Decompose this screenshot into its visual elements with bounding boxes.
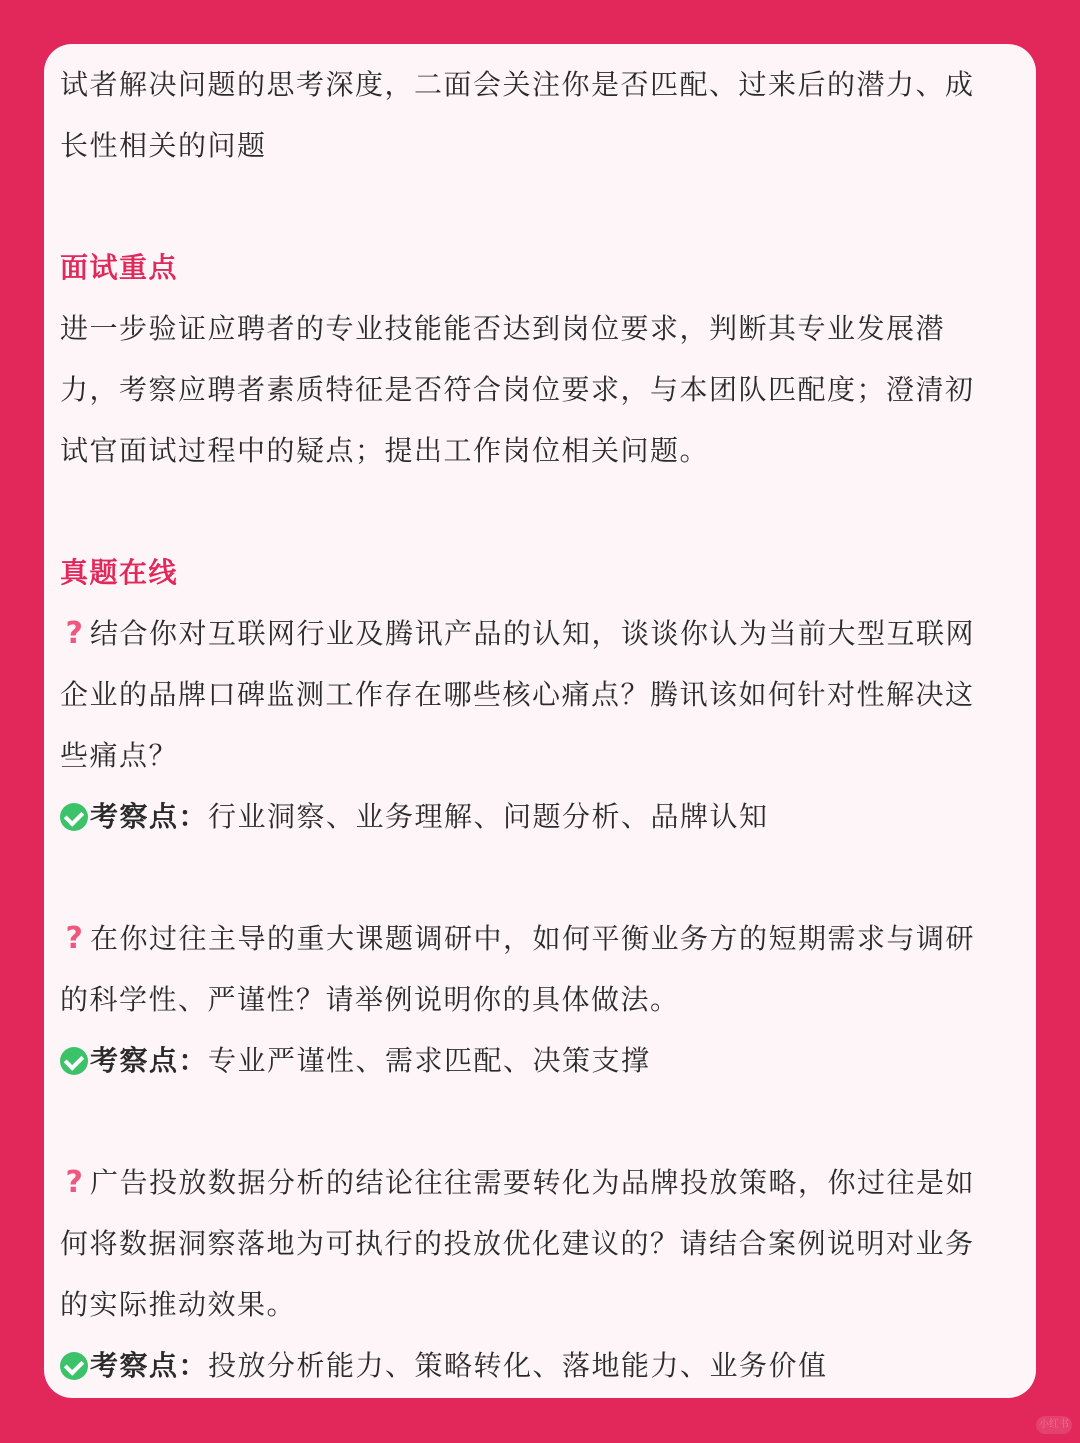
question-text: 广告投放数据分析的结论往往需要转化为品牌投放策略，你过往是如 bbox=[90, 1166, 976, 1199]
intro-line: 试者解决问题的思考深度，二面会关注你是否匹配、过来后的潜力、成 bbox=[60, 68, 975, 101]
question-item bbox=[60, 908, 1020, 1091]
focus-line: 进一步验证应聘者的专业技能能否达到岗位要求，判断其专业发展潜 bbox=[60, 312, 946, 345]
focus-line: 力，考察应聘者素质特征是否符合岗位要求，与本团队匹配度；澄清初 bbox=[60, 373, 975, 406]
intro-line: 长性相关的问题 bbox=[60, 129, 267, 162]
focus-line: 试官面试过程中的疑点；提出工作岗位相关问题。 bbox=[60, 434, 710, 467]
check-label: 考察点： bbox=[90, 1044, 209, 1077]
question-mark-icon: ? bbox=[65, 921, 85, 956]
watermark-logo: 小红书 bbox=[1036, 1416, 1072, 1434]
question-text: 何将数据洞察落地为可执行的投放优化建议的？请结合案例说明对业务 bbox=[60, 1227, 975, 1260]
check-points: 行业洞察、业务理解、问题分析、品牌认知 bbox=[208, 800, 769, 833]
check-circle-icon bbox=[60, 1352, 88, 1380]
question-text: 的实际推动效果。 bbox=[60, 1288, 297, 1321]
section-heading-questions: 真题在线 bbox=[60, 556, 179, 589]
section-heading-focus: 面试重点 bbox=[60, 251, 179, 284]
question-text: 企业的品牌口碑监测工作存在哪些核心痛点？腾讯该如何针对性解决这 bbox=[60, 678, 975, 711]
check-label: 考察点： bbox=[90, 1349, 209, 1382]
question-text: 在你过往主导的重大课题调研中，如何平衡业务方的短期需求与调研 bbox=[90, 922, 976, 955]
question-text: 结合你对互联网行业及腾讯产品的认知，谈谈你认为当前大型互联网 bbox=[90, 617, 976, 650]
check-circle-icon bbox=[60, 1047, 88, 1075]
check-points: 投放分析能力、策略转化、落地能力、业务价值 bbox=[208, 1349, 828, 1382]
question-text: 些痛点？ bbox=[60, 739, 179, 772]
check-points: 专业严谨性、需求匹配、决策支撑 bbox=[208, 1044, 651, 1077]
question-text: 的科学性、严谨性？请举例说明你的具体做法。 bbox=[60, 983, 680, 1016]
question-item bbox=[60, 1152, 1020, 1396]
question-item bbox=[60, 603, 1020, 847]
check-label: 考察点： bbox=[90, 800, 209, 833]
content-card bbox=[44, 44, 1036, 1398]
question-mark-icon: ? bbox=[65, 1165, 85, 1200]
check-circle-icon bbox=[60, 803, 88, 831]
question-mark-icon: ? bbox=[65, 616, 85, 651]
